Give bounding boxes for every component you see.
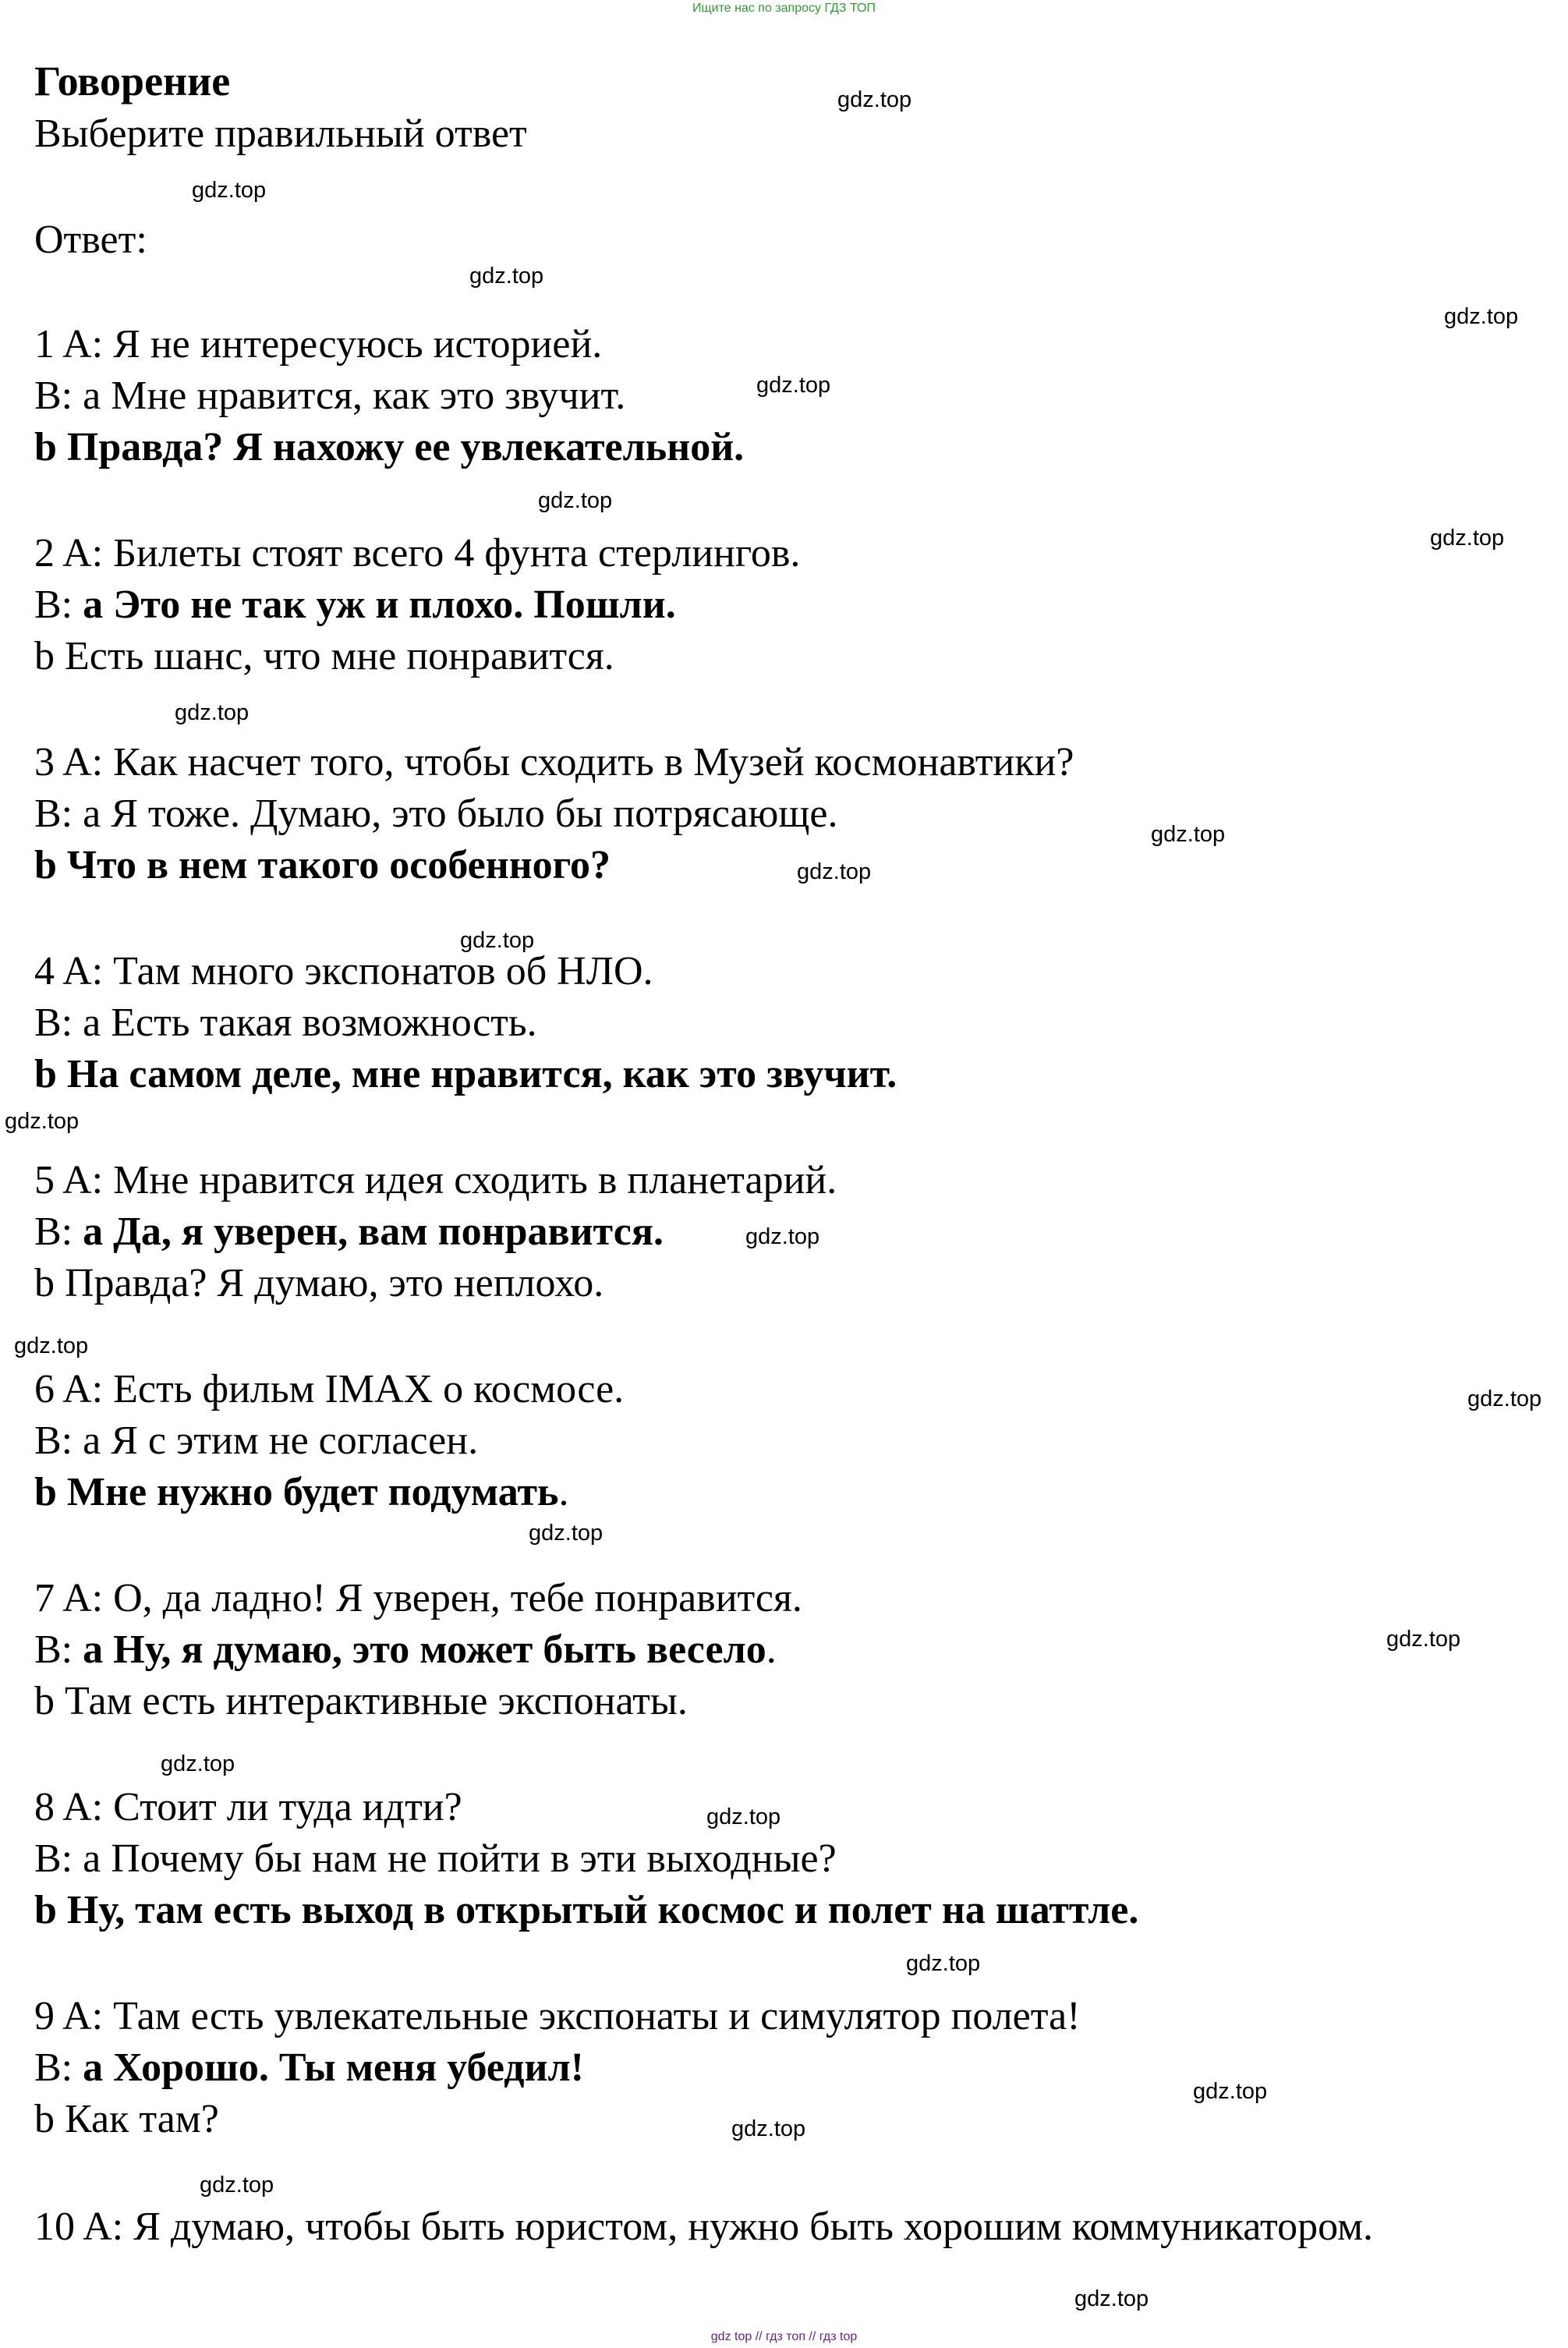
- watermark: gdz.top: [906, 1951, 981, 1976]
- item-6-question: 6 A: Есть фильм IMAX о космосе.: [34, 1367, 625, 1411]
- watermark: gdz.top: [14, 1333, 89, 1358]
- item-3-option-b-correct: b Что в нем такого особенного?: [34, 843, 611, 887]
- watermark: gdz.top: [469, 264, 544, 289]
- item-6-option-b-correct: b Мне нужно будет подумать.: [34, 1470, 569, 1514]
- footer-links[interactable]: gdz top // гдз топ // гдз top: [710, 2330, 858, 2343]
- item-8-option-a: B: a Почему бы нам не пойти в эти выходные?: [34, 1836, 837, 1881]
- item-2-option-a: B: a Это не так уж и плохо. Пошли.: [34, 583, 676, 627]
- item-2-question: 2 A: Билеты стоят всего 4 фунта стерлингов.: [34, 531, 801, 575]
- item-9-option-a-correct: B: a Хорошо. Ты меня убедил!: [34, 2045, 584, 2090]
- item-2-option-b: b Есть шанс, что мне понравится.: [34, 634, 614, 678]
- watermark: gdz.top: [1430, 526, 1505, 551]
- item-6-option-a: B: a Я с этим не согласен.: [34, 1418, 479, 1463]
- item-3-question: 3 A: Как насчет того, чтобы сходить в Музей космонавтики?: [34, 740, 1074, 784]
- watermark: gdz.top: [538, 488, 613, 513]
- item-8-option-b-correct: b Ну, там есть выход в открытый космос и полет на шаттле.: [34, 1888, 1139, 1932]
- item-7-question: 7 A: О, да ладно! Я уверен, тебе понравится.: [34, 1576, 802, 1620]
- item-4-option-a: B: a Есть такая возможность.: [34, 1000, 537, 1045]
- item-1-question: 1 A: Я не интересуюсь историей.: [34, 322, 603, 367]
- item-5-option-a: B: a Да, я уверен, вам понравится.: [34, 1209, 664, 1254]
- instruction: Выберите правильный ответ: [34, 112, 527, 156]
- item-8-question: 8 A: Стоит ли туда идти?: [34, 1785, 462, 1829]
- watermark: gdz.top: [161, 1751, 235, 1776]
- item-4-option-b-correct: b На самом деле, мне нравится, как это звучит.: [34, 1052, 897, 1096]
- watermark: gdz.top: [1074, 2286, 1149, 2311]
- watermark: gdz.top: [1151, 822, 1226, 847]
- watermark: gdz.top: [837, 87, 912, 112]
- top-banner[interactable]: Ищите нас по запросу ГДЗ ТОП: [692, 2, 876, 15]
- watermark: gdz.top: [192, 178, 267, 203]
- watermark: gdz.top: [731, 2116, 806, 2141]
- item-7-option-b: b Там есть интерактивные экспонаты.: [34, 1679, 688, 1723]
- page-title: Говорение: [34, 58, 231, 104]
- item-5-option-b: b Правда? Я думаю, это неплохо.: [34, 1261, 604, 1305]
- answer-label: Ответ:: [34, 218, 147, 262]
- watermark: gdz.top: [756, 373, 831, 398]
- watermark: gdz.top: [200, 2173, 274, 2197]
- item-3-option-a: B: a Я тоже. Думаю, это было бы потрясающе.: [34, 792, 838, 836]
- watermark: gdz.top: [1386, 1627, 1461, 1652]
- item-5-question: 5 A: Мне нравится идея сходить в планетарий.: [34, 1158, 837, 1202]
- watermark: gdz.top: [5, 1109, 80, 1134]
- item-1-option-b-correct: b Правда? Я нахожу ее увлекательной.: [34, 425, 745, 469]
- watermark: gdz.top: [1193, 2079, 1268, 2104]
- item-1-option-a: B: a Мне нравится, как это звучит.: [34, 374, 626, 418]
- watermark: gdz.top: [706, 1804, 781, 1829]
- watermark: gdz.top: [797, 859, 872, 884]
- item-9-option-b: b Как там?: [34, 2097, 219, 2141]
- watermark: gdz.top: [745, 1224, 820, 1249]
- watermark: gdz.top: [1444, 304, 1519, 329]
- watermark: gdz.top: [1467, 1386, 1542, 1411]
- item-9-question: 9 A: Там есть увлекательные экспонаты и симулятор полета!: [34, 1994, 1081, 2038]
- item-7-option-a-correct: B: a Ну, я думаю, это может быть весело.: [34, 1627, 777, 1672]
- item-4-question: 4 A: Там много экспонатов об НЛО.: [34, 949, 653, 993]
- item-10-question: 10 A: Я думаю, чтобы быть юристом, нужно быть хорошим коммуникатором.: [34, 2205, 1373, 2249]
- watermark: gdz.top: [175, 700, 250, 725]
- watermark: gdz.top: [460, 928, 535, 953]
- watermark: gdz.top: [529, 1521, 603, 1546]
